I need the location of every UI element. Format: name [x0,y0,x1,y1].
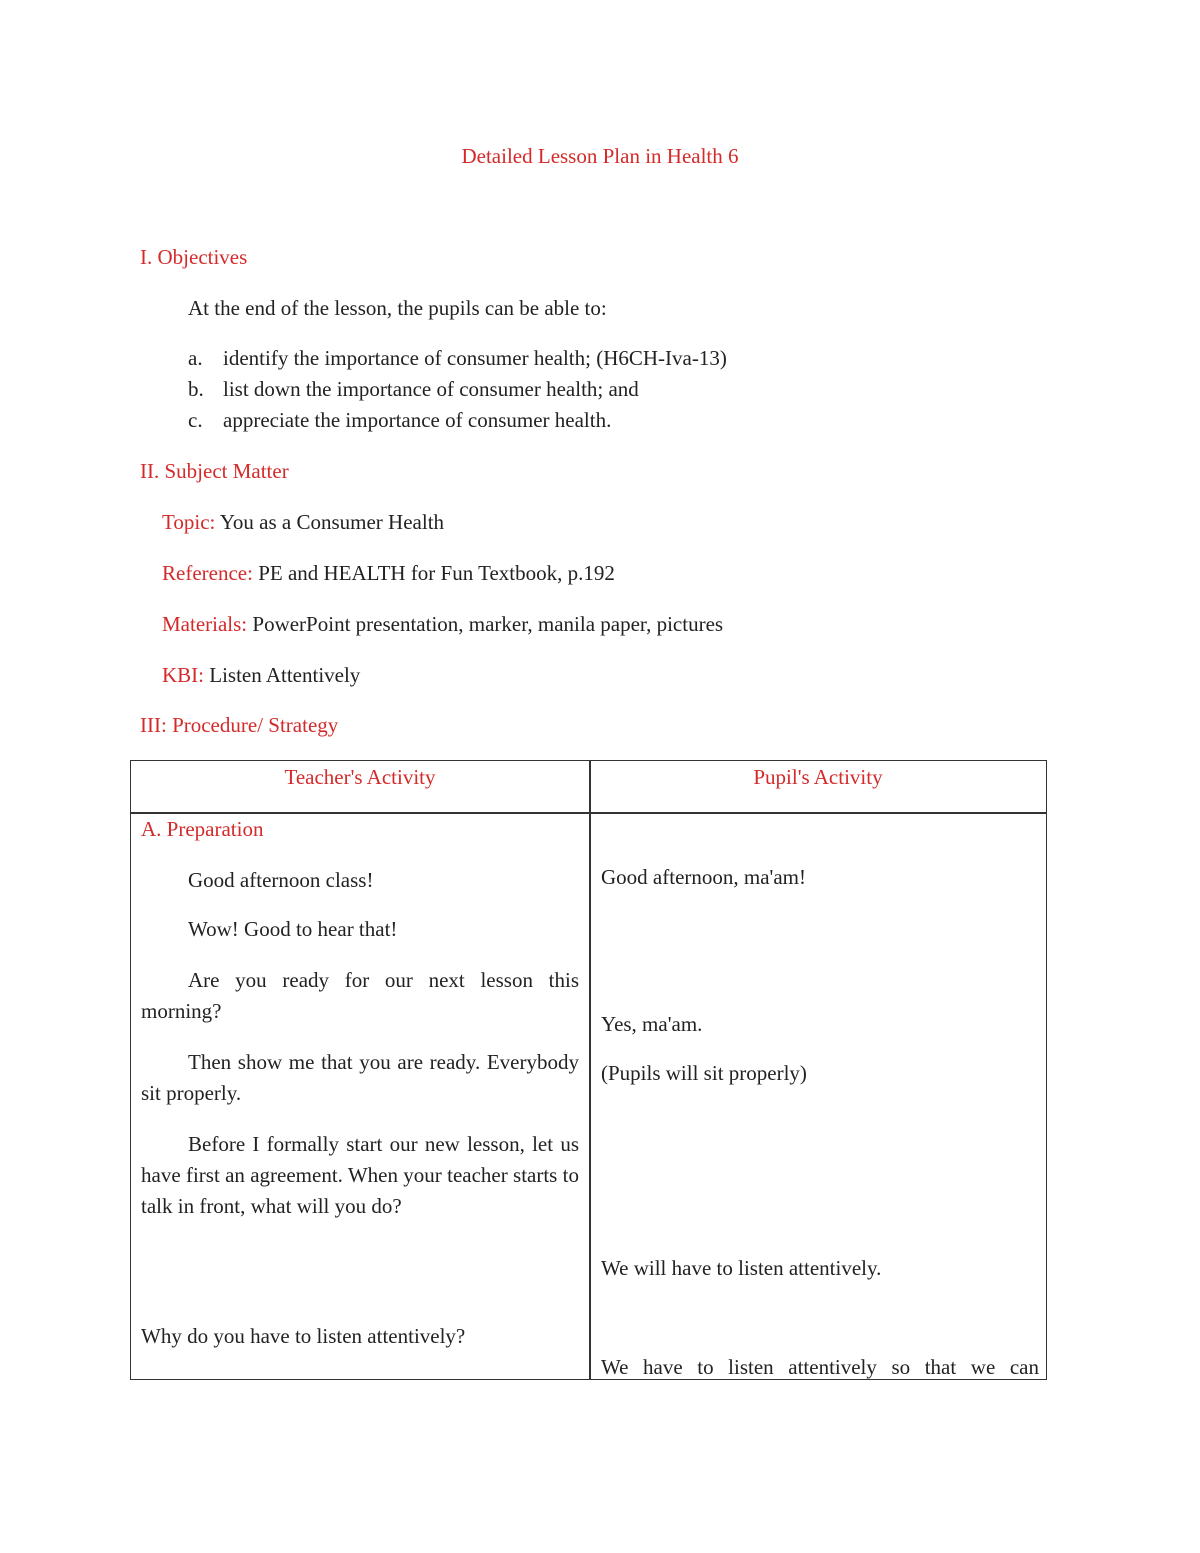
pupil-line-1: Good afternoon, ma'am! [601,865,806,889]
kbi-label: KBI: [162,663,204,687]
kbi-line [162,665,360,686]
pupil-line-5: We have to listen attentively so that we can [601,1355,1039,1379]
objective-item-b: list down the importance of consumer health; and [223,377,639,401]
reference-label: Reference: [162,561,253,585]
teacher-line-5: Before I formally start our new lesson, let us have first an agreement. When your teacher starts to talk in front, what will you do? [141,1132,579,1218]
pupil-line-3: (Pupils will sit properly) [601,1061,807,1085]
teacher-line-2: Wow! Good to hear that! [188,917,398,941]
pupil-line-4: We will have to listen attentively. [601,1256,882,1280]
objectives-heading: I. Objectives [140,245,248,269]
teacher-line-6: Why do you have to listen attentively? [141,1324,466,1348]
procedure-heading: III: Procedure/ Strategy [140,713,339,737]
page-title: Detailed Lesson Plan in Health 6 [461,144,739,168]
topic-label: Topic: [162,510,216,534]
objective-marker-a: a. [188,346,203,370]
reference-value: PE and HEALTH for Fun Textbook, p.192 [258,561,615,585]
teacher-activity-header: Teacher's Activity [284,765,436,789]
objective-item-c: appreciate the importance of consumer health. [223,408,612,432]
objective-marker-c: c. [188,408,203,432]
subject-matter-heading: II. Subject Matter [140,459,289,483]
materials-label: Materials: [162,612,248,636]
teacher-line-3: Are you ready for our next lesson this morning? [141,968,579,1023]
objective-item-a: identify the importance of consumer health; (H6CH-Iva-13) [223,346,727,370]
column-divider [589,761,591,1379]
objectives-intro: At the end of the lesson, the pupils can be able to: [188,296,607,320]
topic-value: You as a Consumer Health [219,510,445,534]
pupil-activity-header: Pupil's Activity [753,765,883,789]
objective-marker-b: b. [188,377,204,401]
teacher-line-4: Then show me that you are ready. Everybody sit properly. [141,1050,579,1105]
topic-line [162,512,444,533]
procedure-table [130,760,1047,1380]
pupil-line-2: Yes, ma'am. [601,1012,703,1036]
kbi-value: Listen Attentively [209,663,361,687]
materials-line [162,614,723,635]
reference-line [162,563,615,584]
teacher-line-1: Good afternoon class! [188,868,374,892]
materials-value: PowerPoint presentation, marker, manila paper, pictures [252,612,724,636]
section-preparation: A. Preparation [141,817,264,841]
